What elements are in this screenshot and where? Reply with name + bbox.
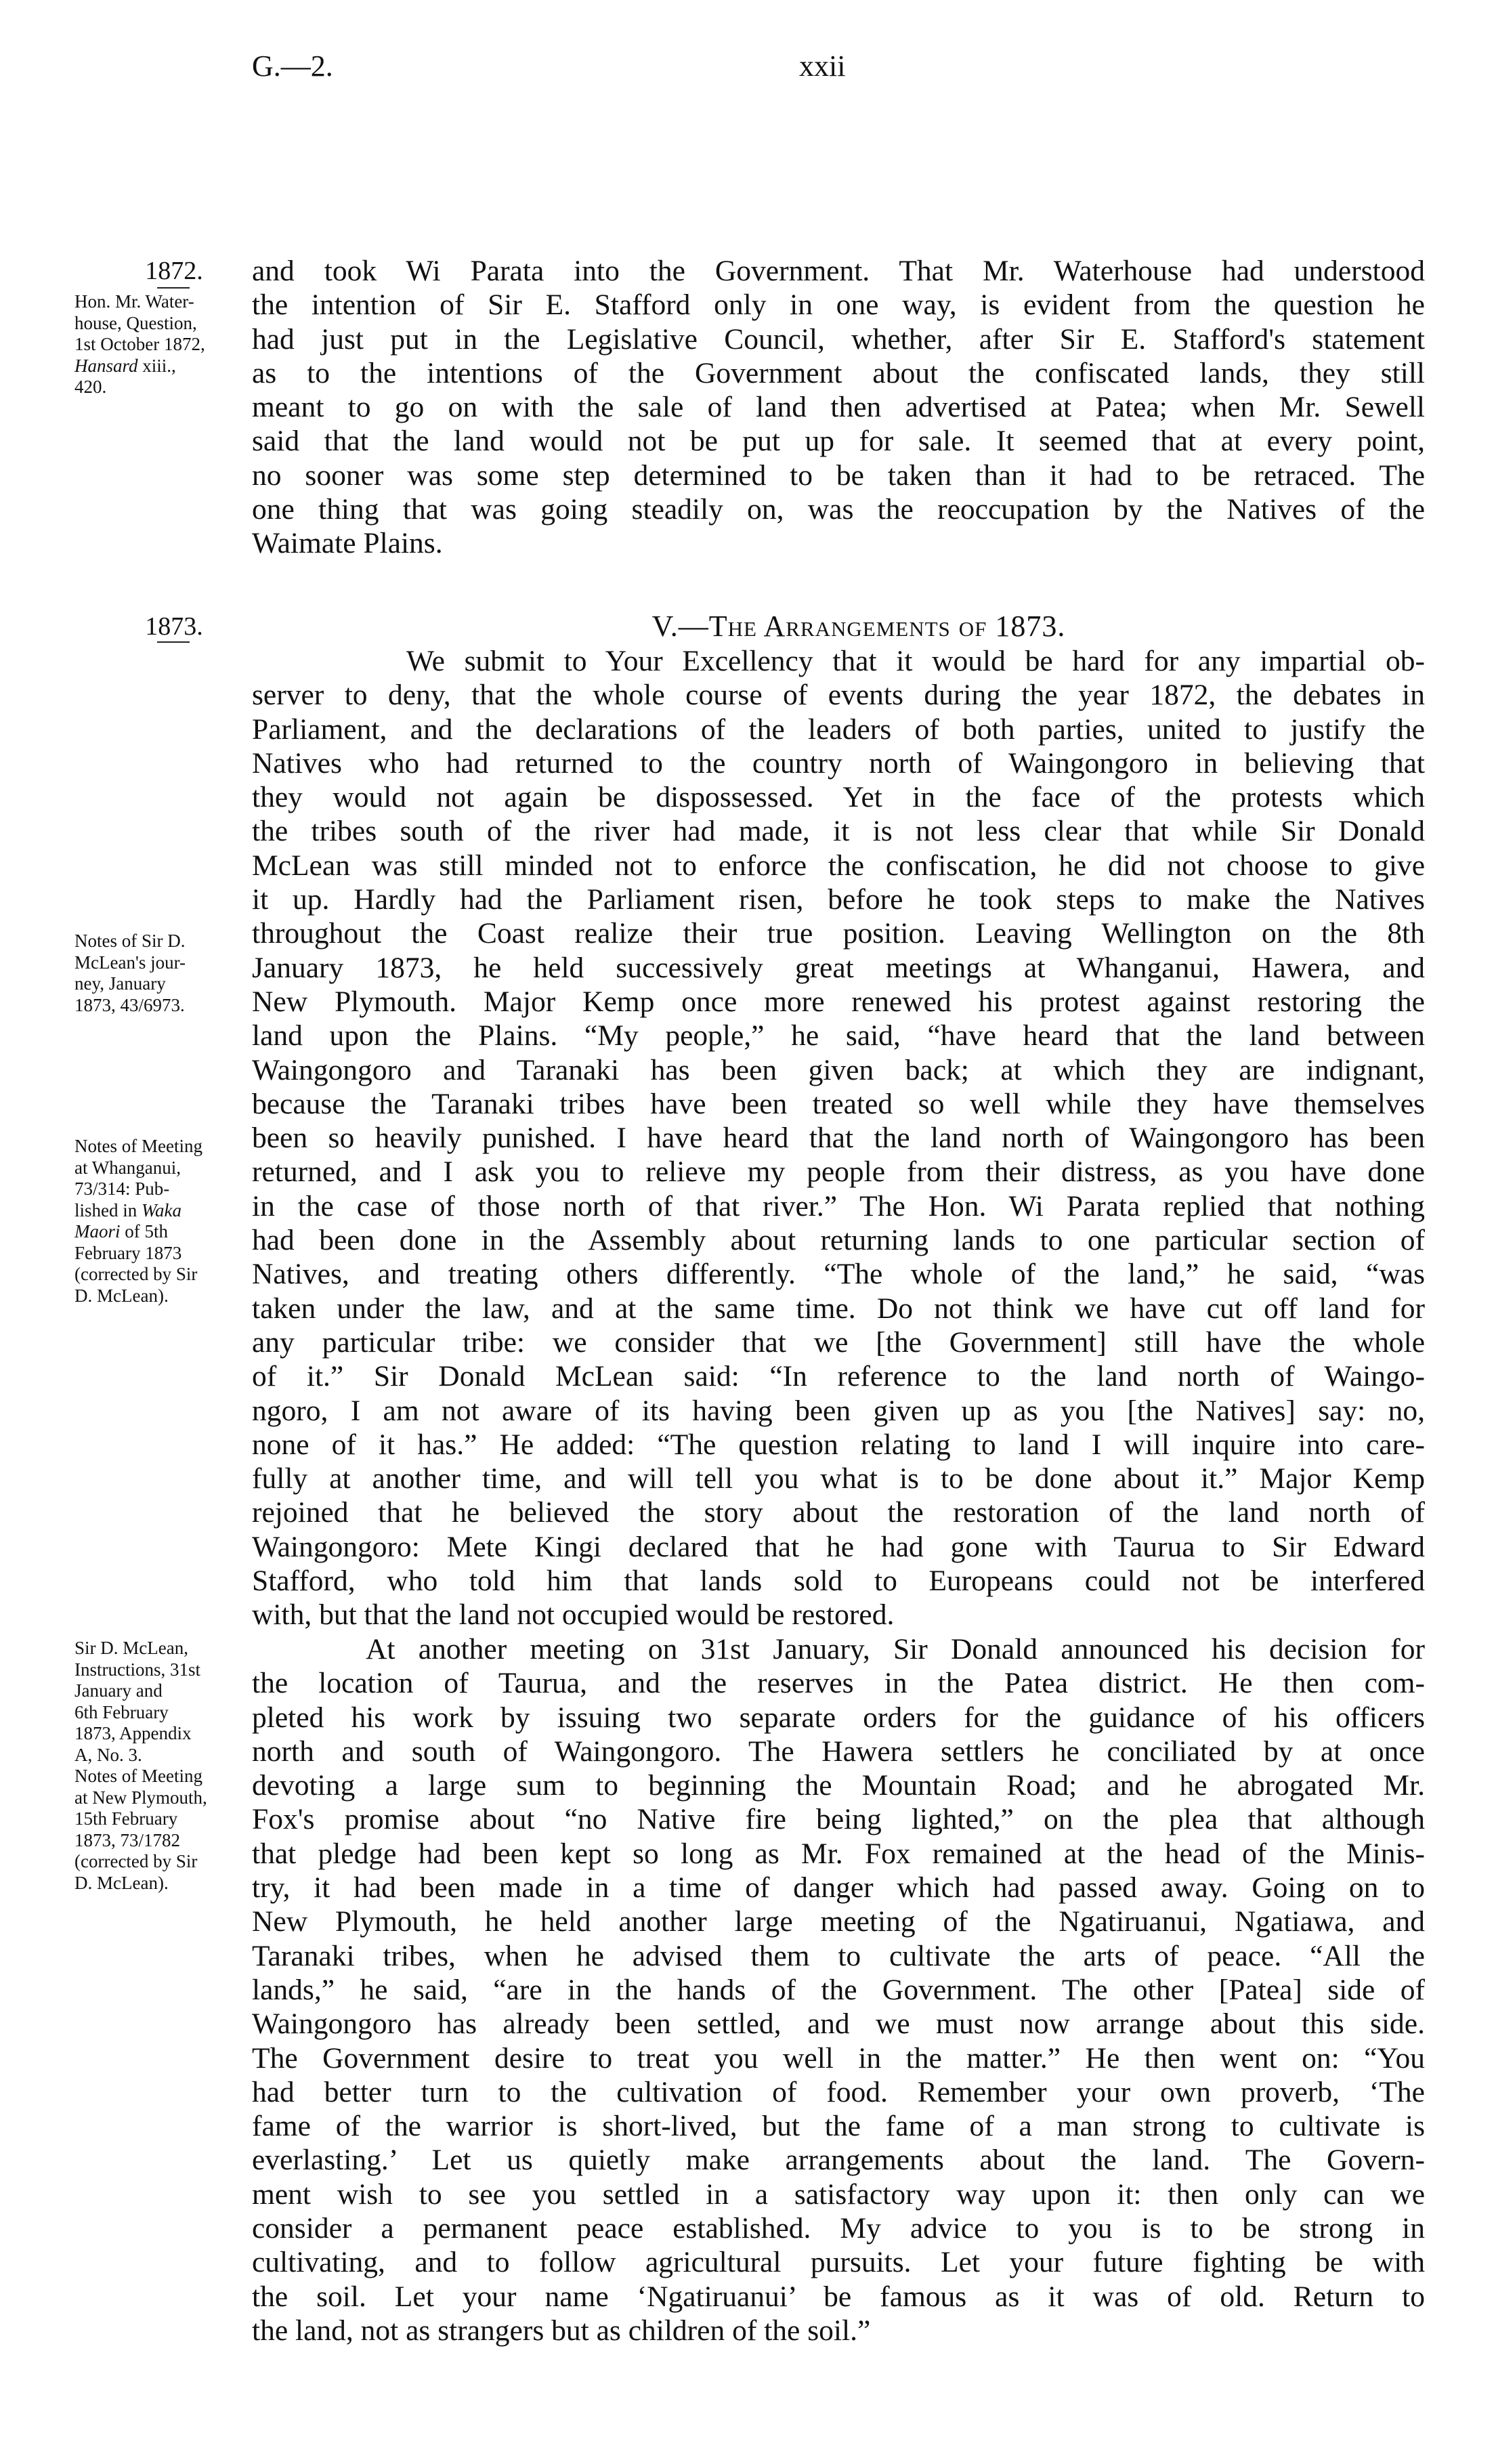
text-line: throughout the Coast realize their true position. Leaving Wellington on the 8th bbox=[252, 917, 1425, 950]
paragraph bbox=[252, 254, 1425, 561]
margin-note-line: January and bbox=[74, 1680, 163, 1701]
text-line: New Plymouth, he held another large meeting of the Ngatiruanui, Ngatiawa, and bbox=[252, 1905, 1425, 1938]
text-line: as to the intentions of the Government about the confiscated lands, they still bbox=[252, 356, 1425, 389]
text-line: try, it had been made in a time of danger which had passed away. Going on to bbox=[252, 1871, 1425, 1905]
margin-note-line: Hon. Mr. Water- bbox=[74, 291, 194, 312]
margin-note-line: Sir D. McLean, bbox=[74, 1638, 188, 1658]
margin-divider bbox=[157, 641, 190, 643]
margin-note bbox=[74, 931, 254, 1016]
text-line: the land, not as strangers but as children of the soil.” bbox=[252, 2314, 871, 2347]
margin-note-line: A, No. 3. bbox=[74, 1744, 142, 1765]
italic-title: Waka bbox=[142, 1199, 181, 1220]
margin-note bbox=[74, 291, 254, 398]
text-line: in the case of those north of that river.” The Hon. Wi Parata replied that nothing bbox=[252, 1189, 1425, 1223]
note-text: lished in bbox=[74, 1199, 142, 1220]
text-line: pleted his work by issuing two separate orders for the guidance of his officers bbox=[252, 1701, 1425, 1734]
text-line: ment wish to see you settled in a satisfactory way upon it: then only can we bbox=[252, 2178, 1425, 2211]
text-line: consider a permanent peace established. My advice to you is to be strong in bbox=[252, 2212, 1425, 2245]
text-line: and took Wi Parata into the Government. That Mr. Waterhouse had understood bbox=[252, 255, 1425, 287]
text-line: At another meeting on 31st January, Sir Donald announced his decision for bbox=[366, 1633, 1425, 1665]
margin-note-line: D. McLean). bbox=[74, 1872, 169, 1893]
text-line: had just put in the Legislative Council, whether, after Sir E. Stafford's statement bbox=[252, 322, 1425, 356]
margin-note-line: Notes of Meeting bbox=[74, 1766, 202, 1786]
text-line: the soil. Let your name ‘Ngatiruanui’ be famous as it was of old. Return to bbox=[252, 2280, 1425, 2313]
text-line: any particular tribe: we consider that we [the Government] still have the whole bbox=[252, 1325, 1425, 1359]
text-line: that pledge had been kept so long as Mr. Fox remained at the head of the Minis- bbox=[252, 1837, 1425, 1870]
text-line: because the Taranaki tribes have been treated so well while they have themselves bbox=[252, 1087, 1425, 1120]
text-line: fully at another time, and will tell you what is to be done about it.” Major Kemp bbox=[252, 1462, 1425, 1495]
text-line: none of it has.” He added: “The question relating to land I will inquire into care- bbox=[252, 1428, 1425, 1461]
margin-note-line: 15th February bbox=[74, 1808, 178, 1829]
text-line: the location of Taurua, and the reserves in the Patea district. He then com- bbox=[252, 1667, 1425, 1700]
margin-note-line: 1873, 43/6973. bbox=[74, 994, 185, 1015]
text-line: it up. Hardly had the Parliament risen, before he took steps to make the Natives bbox=[252, 883, 1425, 916]
margin-note-line: 1st October 1872, bbox=[74, 334, 205, 354]
text-line: meant to go on with the sale of land then advertised at Patea; when Mr. Sewell bbox=[252, 391, 1425, 424]
text-line: Taranaki tribes, when he advised them to cultivate the arts of peace. “All the bbox=[252, 1939, 1425, 1972]
margin-note-line: McLean's jour- bbox=[74, 952, 186, 973]
text-line: rejoined that he believed the story about the restoration of the land north of bbox=[252, 1496, 1425, 1529]
margin-note bbox=[74, 1638, 254, 1894]
note-text: xiii., bbox=[137, 355, 176, 376]
margin-note-line bbox=[74, 1200, 254, 1222]
margin-note-line: February 1873 bbox=[74, 1242, 182, 1263]
text-line: devoting a large sum to beginning the Mountain Road; and he abrogated Mr. bbox=[252, 1769, 1425, 1802]
text-line: Natives who had returned to the country north of Waingongoro in believing that bbox=[252, 746, 1425, 780]
text-line: server to deny, that the whole course of events during the year 1872, the debates in bbox=[252, 679, 1425, 712]
margin-note-line: 73/314: Pub- bbox=[74, 1178, 170, 1199]
margin-note-line: 420. bbox=[74, 377, 107, 397]
margin-note-line bbox=[74, 356, 254, 377]
text-line: of it.” Sir Donald McLean said: “In reference to the land north of Waingo- bbox=[252, 1360, 1425, 1393]
margin-year-1872: 1872. bbox=[145, 257, 203, 285]
text-line: Fox's promise about “no Native fire being lighted,” on the plea that although bbox=[252, 1803, 1425, 1836]
text-line: everlasting.’ Let us quietly make arrangements about the land. The Govern- bbox=[252, 2144, 1425, 2177]
section-heading: V.—The Arrangements of 1873. bbox=[651, 610, 1066, 643]
paragraph bbox=[252, 1632, 1425, 2348]
margin-note-line: (corrected by Sir bbox=[74, 1264, 198, 1284]
text-line: north and south of Waingongoro. The Hawera settlers he conciliated by at once bbox=[252, 1735, 1425, 1768]
margin-year-1873: 1873. bbox=[145, 612, 203, 641]
note-text: of 5th bbox=[120, 1221, 168, 1241]
margin-note-line: Notes of Sir D. bbox=[74, 931, 186, 951]
margin-note-line: 1873, Appendix bbox=[74, 1723, 192, 1743]
italic-title: Hansard bbox=[74, 355, 138, 376]
text-line: been so heavily punished. I have heard that the land north of Waingongoro has been bbox=[252, 1122, 1425, 1155]
text-line: said that the land would not be put up for sale. It seemed that at every point, bbox=[252, 425, 1425, 458]
page-number: xxii bbox=[799, 49, 846, 83]
text-line: lands,” he said, “are in the hands of the Government. The other [Patea] side of bbox=[252, 1973, 1425, 2006]
text-line: January 1873, he held successively great meetings at Whanganui, Hawera, and bbox=[252, 951, 1425, 984]
italic-title: Maori bbox=[74, 1221, 121, 1241]
text-line: land upon the Plains. “My people,” he said, “have heard that the land between bbox=[252, 1019, 1425, 1053]
text-line: returned, and I ask you to relieve my people from their distress, as you have done bbox=[252, 1155, 1425, 1189]
text-line: had better turn to the cultivation of food. Remember your own proverb, ‘The bbox=[252, 2075, 1425, 2108]
text-line: Parliament, and the declarations of the leaders of both parties, united to justify the bbox=[252, 713, 1425, 746]
text-line: Waimate Plains. bbox=[252, 527, 443, 560]
margin-note-line: ney, January bbox=[74, 973, 166, 994]
margin-note-line: Notes of Meeting bbox=[74, 1136, 202, 1156]
text-line: fame of the warrior is short-lived, but the fame of a man strong to cultivate is bbox=[252, 2110, 1425, 2143]
margin-note-line: at New Plymouth, bbox=[74, 1787, 207, 1808]
text-line: the intention of Sir E. Stafford only in one way, is evident from the question he bbox=[252, 289, 1425, 322]
text-line: New Plymouth. Major Kemp once more renewed his protest against restoring the bbox=[252, 985, 1425, 1018]
margin-note-line: Instructions, 31st bbox=[74, 1659, 200, 1680]
margin-divider bbox=[157, 287, 190, 289]
text-line: ngoro, I am not aware of its having been given up as you [the Natives] say: no, bbox=[252, 1394, 1425, 1427]
text-line: Waingongoro and Taranaki has been given back; at which they are indignant, bbox=[252, 1053, 1425, 1086]
margin-note-line: (corrected by Sir bbox=[74, 1851, 198, 1871]
text-line: Waingongoro: Mete Kingi declared that he had gone with Taurua to Sir Edward bbox=[252, 1530, 1425, 1563]
document-reference: G.—2. bbox=[252, 49, 333, 83]
paragraph bbox=[252, 644, 1425, 1632]
text-line: We submit to Your Excellency that it would be hard for any impartial ob- bbox=[406, 645, 1425, 677]
text-line: The Government desire to treat you well in the matter.” He then went on: “You bbox=[252, 2041, 1425, 2075]
text-line: cultivating, and to follow agricultural pursuits. Let your future fighting be with bbox=[252, 2246, 1425, 2279]
text-line: McLean was still minded not to enforce the confiscation, he did not choose to give bbox=[252, 849, 1425, 882]
text-line: no sooner was some step determined to be taken than it had to be retraced. The bbox=[252, 459, 1425, 492]
margin-note-line: house, Question, bbox=[74, 312, 197, 333]
margin-note-line: 1873, 73/1782 bbox=[74, 1829, 181, 1850]
text-line: had been done in the Assembly about returning lands to one particular section of bbox=[252, 1224, 1425, 1257]
margin-note-line bbox=[74, 1221, 254, 1243]
text-line: taken under the law, and at the same time. Do not think we have cut off land for bbox=[252, 1292, 1425, 1325]
margin-note bbox=[74, 1136, 254, 1307]
text-line: Waingongoro has already been settled, and we must now arrange about this side. bbox=[252, 2008, 1425, 2041]
margin-note-line: D. McLean). bbox=[74, 1285, 169, 1306]
text-line: Stafford, who told him that lands sold to Europeans could not be interfered bbox=[252, 1565, 1425, 1598]
text-line: with, but that the land not occupied would be restored. bbox=[252, 1598, 895, 1632]
text-line: the tribes south of the river had made, it is not less clear that while Sir Donald bbox=[252, 815, 1425, 848]
margin-note-line: at Whanganui, bbox=[74, 1157, 181, 1178]
text-line: one thing that was going steadily on, was the reoccupation by the Natives of the bbox=[252, 493, 1425, 526]
text-line: they would not again be dispossessed. Yet in the face of the protests which bbox=[252, 781, 1425, 814]
margin-note-line: 6th February bbox=[74, 1701, 169, 1722]
text-line: Natives, and treating others differently. “The whole of the land,” he said, “was bbox=[252, 1258, 1425, 1291]
